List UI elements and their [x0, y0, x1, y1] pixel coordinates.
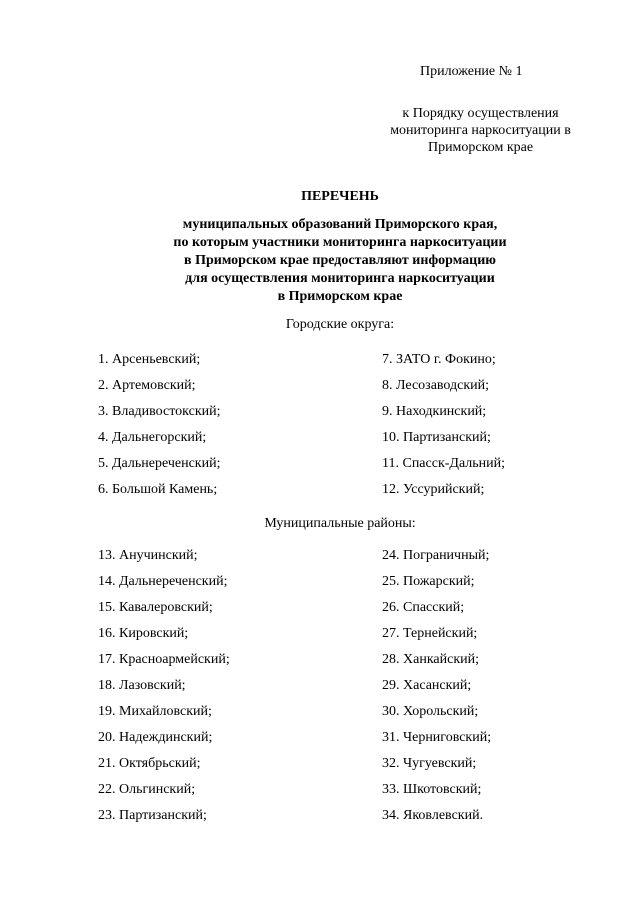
list-item: 22. Ольгинский;	[98, 782, 196, 797]
list-item: 3. Владивостокский;	[98, 404, 221, 419]
list-item: 34. Яковлевский.	[382, 808, 484, 823]
list-item: 5. Дальнереченский;	[98, 456, 221, 471]
list-item: 7. ЗАТО г. Фокино;	[382, 352, 496, 367]
list-item: 23. Партизанский;	[98, 808, 207, 823]
list-item: 33. Шкотовский;	[382, 782, 482, 797]
list-item: 18. Лазовский;	[98, 678, 186, 693]
appendix-subtitle	[378, 105, 583, 156]
list-item: 17. Красноармейский;	[98, 652, 230, 667]
list-item: 26. Спасский;	[382, 600, 465, 615]
list-item: 14. Дальнереченский;	[98, 574, 228, 589]
section-title-municipal-districts: Муниципальные районы:	[264, 516, 416, 531]
list-item: 12. Уссурийский;	[382, 482, 485, 497]
list-item: 10. Партизанский;	[382, 430, 491, 445]
list-item: 16. Кировский;	[98, 626, 189, 641]
list-item: 21. Октябрьский;	[98, 756, 201, 771]
municipal-districts-left-list	[98, 548, 230, 834]
list-item: 27. Тернейский;	[382, 626, 478, 641]
list-item: 24. Пограничный;	[382, 548, 490, 563]
subheading-line: для осуществления мониторинга наркоситуации	[185, 271, 495, 286]
list-item: 6. Большой Камень;	[98, 482, 218, 497]
municipal-districts-right-list	[382, 548, 491, 834]
list-item: 32. Чугуевский;	[382, 756, 477, 771]
list-item: 19. Михайловский;	[98, 704, 212, 719]
list-item: 25. Пожарский;	[382, 574, 475, 589]
appendix-title: Приложение № 1	[420, 64, 523, 79]
list-item: 2. Артемовский;	[98, 378, 196, 393]
city-districts-left-list	[98, 352, 221, 508]
section-title-city-districts: Городские округа:	[285, 317, 395, 332]
appendix-subtitle-line: к Порядку осуществления	[402, 106, 559, 121]
list-item: 15. Кавалеровский;	[98, 600, 213, 615]
list-item: 4. Дальнегорский;	[98, 430, 207, 445]
subheading-line: по которым участники мониторинга наркоситуации	[173, 235, 507, 250]
list-item: 9. Находкинский;	[382, 404, 487, 419]
list-item: 29. Хасанский;	[382, 678, 472, 693]
list-item: 13. Анучинский;	[98, 548, 198, 563]
list-item: 1. Арсеньевский;	[98, 352, 201, 367]
list-item: 30. Хорольский;	[382, 704, 479, 719]
appendix-subtitle-line: мониторинга наркоситуации в	[390, 123, 571, 138]
list-item: 31. Черниговский;	[382, 730, 492, 745]
document-subheading	[0, 216, 640, 306]
subheading-line: в Приморском крае	[277, 289, 403, 304]
subheading-line: муниципальных образований Приморского края,	[182, 217, 498, 232]
list-item: 8. Лесозаводский;	[382, 378, 490, 393]
list-item: 28. Ханкайский;	[382, 652, 480, 667]
subheading-line: в Приморском крае предоставляют информацию	[184, 253, 496, 268]
document-heading: ПЕРЕЧЕНЬ	[301, 189, 379, 204]
city-districts-right-list	[382, 352, 505, 508]
appendix-subtitle-line: Приморском крае	[427, 140, 534, 155]
list-item: 20. Надеждинский;	[98, 730, 213, 745]
list-item: 11. Спасск-Дальний;	[382, 456, 506, 471]
